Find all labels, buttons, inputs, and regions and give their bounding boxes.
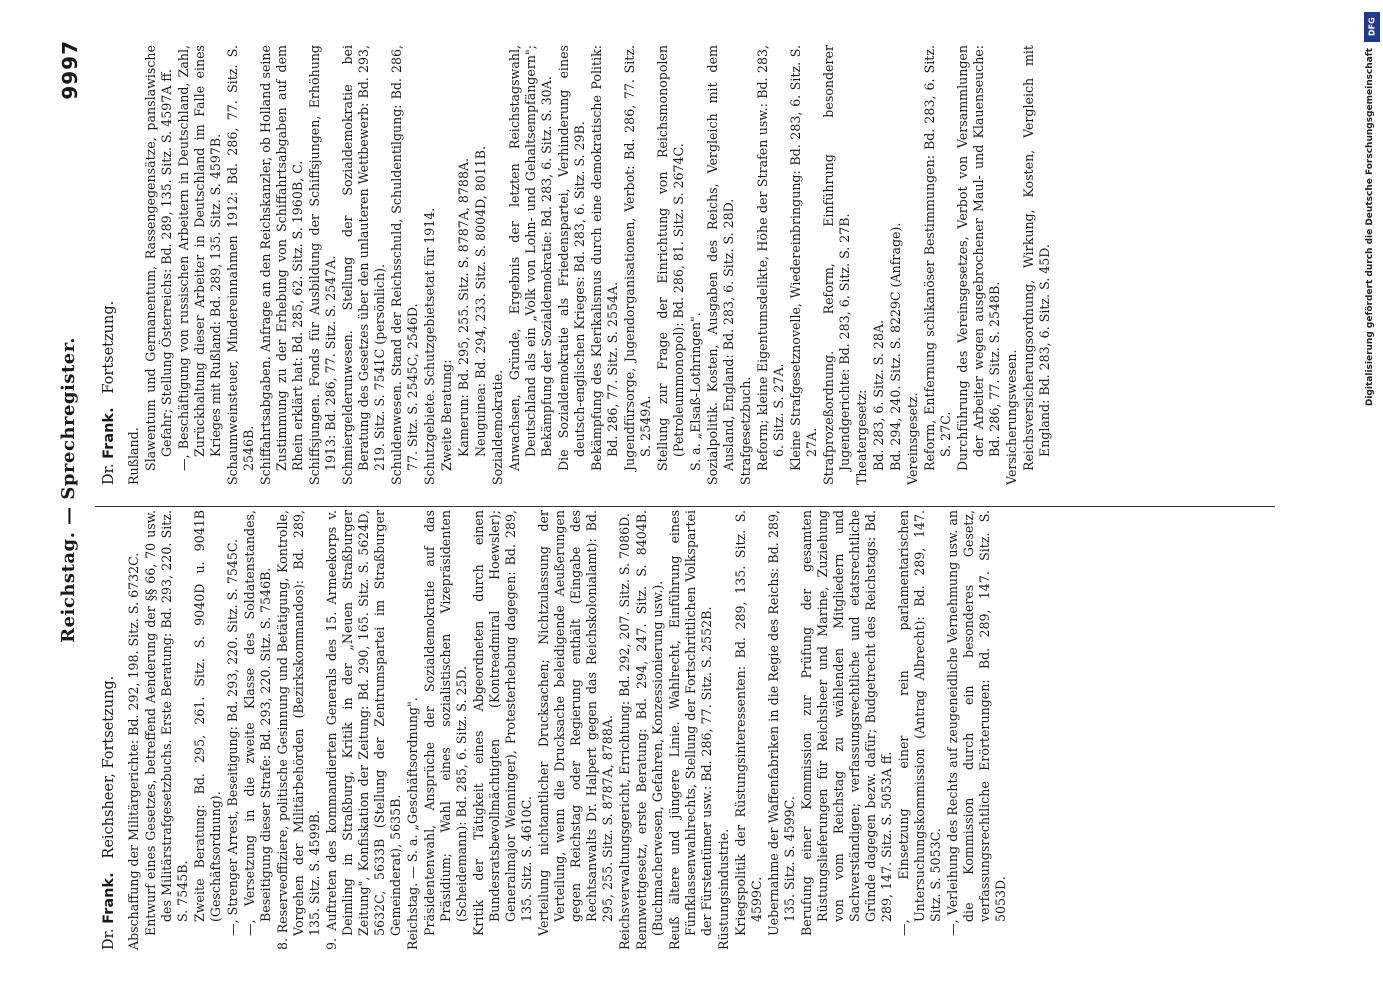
register-entry: Sozialdemokratie. <box>490 369 505 485</box>
register-entry: Schutzgebiete. Schutzgebietsetat für 1914. <box>422 207 437 485</box>
register-entry: Schuldenwesen. Stand der Reichsschuld, Schuldentilgung: Bd. 286, 77. Sitz. S. 2545C, 2546D. <box>389 45 420 485</box>
register-entry: Berufung einer Kommission zur Prüfung der gesamten Rüstungslieferungen für Reichsheer und Marine, Zuziehung von vom Reichstag zu wählenden Mitgliedern und Sachverständigen; verfassungsrechtliche und etatsrechtliche Gründe dagegen bezw. dafür; Budgetrecht des Reichstags: Bd. 289, 147. Sitz. S. 5053A ff. <box>799 510 894 936</box>
speaker-name: Frank. <box>101 407 117 459</box>
register-entry: Slawentum und Germanentum, Rassengegensätze, panslawische Gefahr; Stellung Österreichs: Bd. 289, 135. Sitz. S. 4597A ff. <box>143 45 174 471</box>
register-entry: Zweite Beratung: Bd. 295, 261. Sitz. S. 9040D u. 9041B (Geschäftsordnung). <box>192 510 223 922</box>
register-entry: Reform; kleine Eigentumsdelikte, Höhe der Strafen usw.: Bd. 283, 6. Sitz. S. 27A. <box>755 45 786 471</box>
speaker-continuation: Fortsetzung. <box>101 300 117 394</box>
register-entry: Bekämpfung des Klerikalismus durch eine demokratische Politik: Bd. 286, 77. Sitz. S. 2554A. <box>589 45 620 471</box>
register-entry: Jugendfürsorge, Jugendorganisationen, Verbot: Bd. 286, 77. Sitz. S. 2549A. <box>622 45 653 471</box>
speaker-name: Frank. <box>101 872 117 924</box>
register-entry: Kritik der Tätigkeit eines Abgeordneten durch einen Bundesratsbevollmächtigten (Kontreadmiral Hoewsler); Generalmajor Wenninger), Protesterhebung dagegen: Bd. 289, 135. Sitz. S. 4610C. <box>471 510 534 936</box>
right-entry-list <box>126 45 1053 485</box>
register-entry: Neuguinea: Bd. 294, 233. Sitz. S. 8004D, 8011B. <box>473 145 488 457</box>
register-entry: Vereinsgesetz. <box>905 392 920 485</box>
register-entry: —, Versetzung in die zweite Klasse des Soldatenstandes, Beseitigung dieser Strafe: Bd. 293, 220. Sitz. S. 7546B. <box>242 510 273 936</box>
register-entry: Anwachsen, Gründe, Ergebnis der letzten Reichstagswahl, Deutschland als ein „Volk von Lohn- und Gehaltsempfängern"; Bekämpfung der Sozialdemokratie: Bd. 283, 6. Sitz. S. 30A. <box>507 45 554 471</box>
register-entry: Rüstungsindustrie. <box>716 828 731 950</box>
register-entry: Bd. 283, 6. Sitz. S. 28A. <box>871 319 886 471</box>
page-header <box>58 40 88 940</box>
register-entry: Kriegspolitik der Rüstungsinteressenten: Bd. 289, 135. Sitz. S. 4599C. <box>733 510 764 936</box>
register-entry: Schiffsjungen. Fonds für Ausbildung der Schiffsjungen, Erhöhung 1913: Bd. 286, 77. Sitz. S. 2547A. <box>307 45 338 485</box>
register-entry: Reichsverwaltungsgericht, Errichtung: Bd. 292, 207. Sitz. S. 7086D. <box>617 513 632 950</box>
register-entry: Entwurf eines Gesetzes, betreffend Aenderung der §§ 66, 70 usw. des Militärstrafgesetzbuchs. Erste Beratung: Bd. 293, 220. Sitz. S. 7545B. <box>143 510 190 936</box>
register-entry: Strafgesetzbuch. <box>738 376 753 485</box>
register-entry: Schmiergelderunwesen. Stellung der Sozialdemokratie bei Beratung des Gesetzes über den unlauteren Wettbewerb: Bd. 293, 219. Sitz. S. 7541C (persönlich). <box>340 45 387 485</box>
speaker-heading <box>100 510 118 950</box>
register-entry: —, Strenger Arrest, Beseitigung: Bd. 293, 220. Sitz. S. 7545C. <box>225 538 240 936</box>
right-column <box>100 45 1290 485</box>
register-entry: Rußland. <box>126 427 141 485</box>
register-entry: Reichsversicherungsordnung, Wirkung, Kosten, Vergleich mit England: Bd. 283, 6. Sitz. S. 45D. <box>1021 45 1052 471</box>
dfg-funding-note: Digitalisierung gefördert durch die Deutsche Forschungsgemeinschaft <box>1365 48 1375 407</box>
register-entry: —, Beschäftigung von russischen Arbeitern in Deutschland, Zahl, Zurückhaltung dieser Arbeiter in Deutschland im Falle eines Krieges mit Rußland: Bd. 289, 135. Sitz. S. 4597B. <box>176 45 223 471</box>
register-entry: Präsidentenwahl, Ansprüche der Sozialdemokratie auf das Präsidium; Wahl eines sozialistischen Vizepräsidenten (Scheidemann): Bd. 285, 6. Sitz. S. 25D. <box>422 510 469 936</box>
left-column <box>100 510 1290 950</box>
register-entry: Theatergesetz: <box>854 389 869 485</box>
register-entry: Stellung zur Frage der Einrichtung von Reichsmonopolen (Petroleummonopol): Bd. 286, 81. Sitz. S. 2674C. <box>655 45 686 471</box>
register-entry: Bd. 294, 240. Sitz. S. 8229C (Anfrage). <box>888 222 903 471</box>
speaker-prefix: Dr. <box>101 463 117 485</box>
register-entry: —, Einsetzung einer rein parlamentarischen Untersuchungskommission (Antrag Albrecht): Bd. 289, 147. Sitz. S. 5053C. <box>896 510 943 936</box>
register-entry: Reichstag. — S. a. „Geschäftsordnung". <box>405 697 420 950</box>
register-entry: Zweite Beratung: <box>439 359 454 471</box>
register-entry: 9. Auftreten des kommandierten Generals des 15. Armeekorps v. Deimling in Straßburg, Kritik in der „Neuen Straßburger Zeitung", Konfiskation der Zeitung: Bd. 290, 165. Sitz. S. 5624D, 5632C, 5633B (Stellung der Zentrumspartei im Straßburger Gemeinderat), 5635B. <box>324 510 403 950</box>
register-entry: Kamerun: Bd. 295, 255. Sitz. S. 8787A, 8788A. <box>456 157 471 457</box>
register-entry: Reform, Entfernung schikanöser Bestimmungen: Bd. 283, 6. Sitz. S. 27C. <box>922 45 953 471</box>
register-entry: Durchführung des Vereinsgesetzes, Verbot von Versammlungen der Arbeiter wegen ausgebrochener Maul- und Klauenseuche: Bd. 286, 77. Sitz. S. 2548B. <box>955 45 1002 471</box>
speaker-continuation: Reichsheer, Fortsetzung. <box>101 675 117 859</box>
register-entry: Strafprozeßordnung. Reform, Einführung besonderer Jugendgerichte: Bd. 283, 6. Sitz. S. 27B. <box>821 45 852 485</box>
register-entry: Sozialpolitik. Kosten, Ausgaben des Reichs, Vergleich mit dem Ausland, England: Bd. 283, 6. Sitz. S. 28D. <box>705 45 736 485</box>
register-entry: Verteilung nichtamtlicher Drucksachen; Nichtzulassung der Verteilung, wenn die Drucksache beleidigende Aeußerungen gegen Reichstag oder Regierung enthält (Eingabe des Rechtsanwalts Dr. Halpert gegen das Reichskolonialamt): Bd. 295, 255. Sitz. S. 8787A, 8788A. <box>536 510 615 936</box>
register-entry: —, Verleihung des Rechts auf zeugeneidliche Vernehmung usw. an die Kommission durch ein besonderes Gesetz, verfassungsrechtliche Erörterungen: Bd. 289, 147. Sitz. S. 5053D. <box>945 510 1008 936</box>
register-entry: Abschaffung der Militärgerichte: Bd. 292, 198. Sitz. S. 6732C. <box>126 552 141 950</box>
dfg-side-strip <box>1362 6 1382 996</box>
register-entry: S. a. „Elsaß-Lothringen". <box>688 312 703 471</box>
speaker-prefix: Dr. <box>101 928 117 950</box>
register-entry: Rennwettgesetz, erste Beratung: Bd. 294, 247. Sitz. S. 8404B. (Buchmacherwesen, Gefahren, Konzessionierung usw.). <box>634 510 665 950</box>
speaker-heading <box>100 45 118 485</box>
column-divider <box>95 506 1275 507</box>
register-entry: Kleine Strafgesetznovelle, Wiedereinbringung: Bd. 283, 6. Sitz. S. 27A. <box>788 45 819 471</box>
register-entry: Schaumweinsteuer, Mindereinnahmen 1912: Bd. 286, 77. Sitz. S. 2546B. <box>225 45 256 485</box>
register-entry: Die Sozialdemokratie als Friedenspartei, Verhinderung eines deutsch-englischen Krieges: Bd. 283, 6. Sitz. S. 29B. <box>556 45 587 471</box>
register-entry: Reuß ältere und jüngere Linie. Wahlrecht, Einführung eines Fünfklassenwahlrechts, Stellung der Fortschrittlichen Volkspartei der Fürstentümer usw.: Bd. 286, 77. Sitz. S. 2552B. <box>667 510 714 950</box>
register-entry: 8. Reserveoffiziere, politische Gesinnung und Betätigung, Kontrolle, Vorgehen der Militärbehörden (Bezirkskommandos): Bd. 289, 135. Sitz. S. 4599B. <box>275 510 322 950</box>
page-title: Reichstag. — Sprechregister. <box>58 337 79 643</box>
left-entry-list <box>126 510 1009 950</box>
register-entry: Versicherungswesen. <box>1004 349 1019 485</box>
page-number: 9997 <box>58 40 82 100</box>
dfg-logo: DFG <box>1364 12 1380 42</box>
register-entry: Schiffahrtsabgaben. Anfrage an den Reichskanzler, ob Holland seine Zustimmung zu der Erhebung von Schiffahrtsabgaben auf dem Rhein erklärt hat: Bd. 285, 62. Sitz. S. 1960B, C. <box>258 45 305 485</box>
register-entry: Uebernahme der Waffenfabriken in die Regie des Reichs: Bd. 289, 135. Sitz. S. 4599C. <box>766 510 797 936</box>
